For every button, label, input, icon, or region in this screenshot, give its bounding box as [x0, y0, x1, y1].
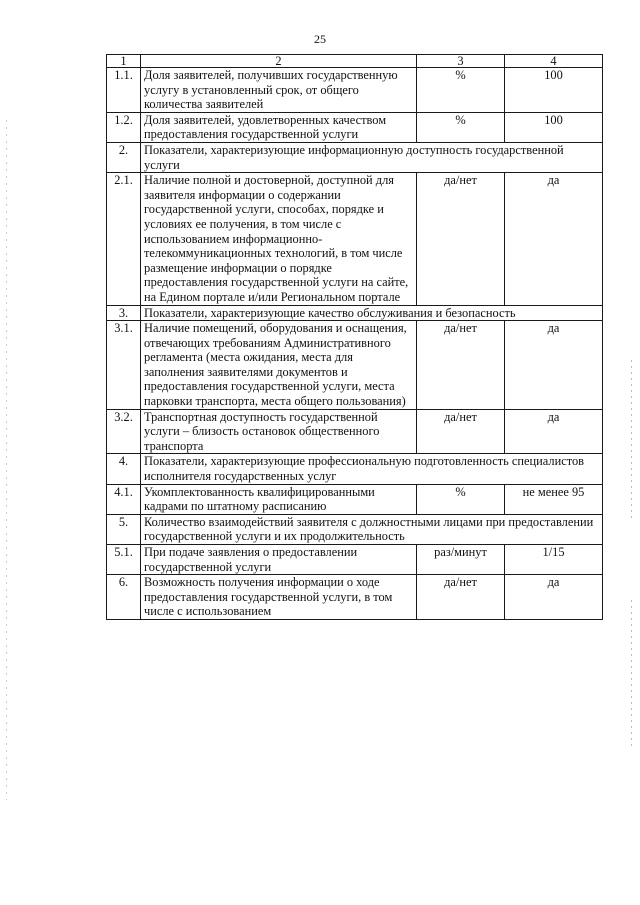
- section-row: [107, 142, 603, 172]
- row-number: 5.: [107, 514, 141, 544]
- table-header-row: [107, 55, 603, 68]
- section-row: [107, 454, 603, 484]
- section-title: Показатели, характеризующие качество обслуживания и безопасность: [141, 305, 603, 321]
- column-header: 1: [107, 55, 141, 68]
- indicator-text: Укомплектованность квалифицированными кадрами по штатному расписанию: [141, 484, 417, 514]
- indicators-table: [106, 54, 603, 620]
- scan-edge-mark-left: [6, 120, 7, 800]
- table-row: [107, 173, 603, 305]
- value-cell: 100: [505, 112, 603, 142]
- table-row: [107, 575, 603, 620]
- value-cell: не менее 95: [505, 484, 603, 514]
- table-row: [107, 409, 603, 454]
- row-number: 1.1.: [107, 68, 141, 113]
- row-number: 1.2.: [107, 112, 141, 142]
- row-number: 4.: [107, 454, 141, 484]
- scan-edge-mark-right-lower: [631, 600, 632, 750]
- row-number: 6.: [107, 575, 141, 620]
- value-cell: 1/15: [505, 545, 603, 575]
- page-number: 25: [314, 32, 326, 46]
- unit-cell: %: [417, 68, 505, 113]
- row-number: 2.1.: [107, 173, 141, 305]
- section-title: Показатели, характеризующие информационную доступность государственной услуги: [141, 142, 603, 172]
- value-cell: да: [505, 321, 603, 410]
- table-row: [107, 112, 603, 142]
- indicator-text: Наличие полной и достоверной, доступной для заявителя информации о содержании государственной услуги, способах, порядке и условиях ее получения, в том числе с использованием информационно-телекоммуникационных технологий, в том числе размещение информации о порядке предоставления государственной услуги на сайте, на Едином портале и/или Региональном портале: [141, 173, 417, 305]
- unit-cell: да/нет: [417, 409, 505, 454]
- unit-cell: раз/минут: [417, 545, 505, 575]
- scan-edge-mark-right: [631, 360, 632, 520]
- column-header: 4: [505, 55, 603, 68]
- indicator-text: Доля заявителей, получивших государственную услугу в установленный срок, от общего количества заявителей: [141, 68, 417, 113]
- value-cell: 100: [505, 68, 603, 113]
- value-cell: да: [505, 409, 603, 454]
- unit-cell: да/нет: [417, 321, 505, 410]
- value-cell: да: [505, 575, 603, 620]
- column-header: 2: [141, 55, 417, 68]
- row-number: 3.: [107, 305, 141, 321]
- unit-cell: да/нет: [417, 173, 505, 305]
- unit-cell: %: [417, 112, 505, 142]
- indicator-text: Возможность получения информации о ходе предоставления государственной услуги, в том числе с использованием: [141, 575, 417, 620]
- section-row: [107, 305, 603, 321]
- indicator-text: Наличие помещений, оборудования и оснащения, отвечающих требованиям Административного регламента (места ожидания, места для заполнения заявителями документов и предоставления государственной услуги, места парковки транспорта, места общего пользования): [141, 321, 417, 410]
- column-header: 3: [417, 55, 505, 68]
- row-number: 2.: [107, 142, 141, 172]
- indicator-text: Транспортная доступность государственной услуги – близость остановок общественного транспорта: [141, 409, 417, 454]
- section-title: Показатели, характеризующие профессиональную подготовленность специалистов исполнителя государственных услуг: [141, 454, 603, 484]
- unit-cell: %: [417, 484, 505, 514]
- table-row: [107, 68, 603, 113]
- section-row: [107, 514, 603, 544]
- indicator-text: Доля заявителей, удовлетворенных качеством предоставления государственной услуги: [141, 112, 417, 142]
- table-row: [107, 321, 603, 410]
- row-number: 5.1.: [107, 545, 141, 575]
- row-number: 3.1.: [107, 321, 141, 410]
- section-title: Количество взаимодействий заявителя с должностными лицами при предоставлении государственной услуги и их продолжительность: [141, 514, 603, 544]
- value-cell: да: [505, 173, 603, 305]
- table-row: [107, 484, 603, 514]
- unit-cell: да/нет: [417, 575, 505, 620]
- row-number: 4.1.: [107, 484, 141, 514]
- table-row: [107, 545, 603, 575]
- indicator-text: При подаче заявления о предоставлении государственной услуги: [141, 545, 417, 575]
- row-number: 3.2.: [107, 409, 141, 454]
